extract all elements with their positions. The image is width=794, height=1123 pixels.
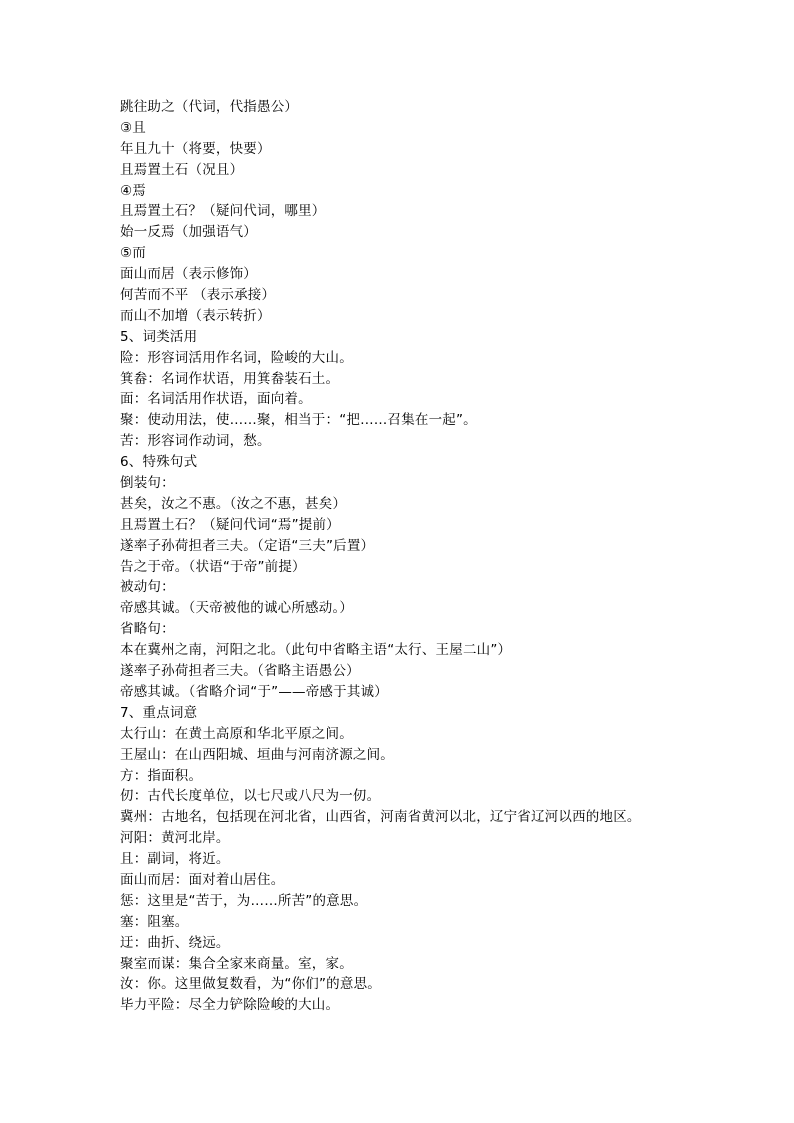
- text-line: 帝感其诚。（天帝被他的诚心所感动。）: [120, 600, 354, 617]
- text-line: 何苦而不平 （表示承接）: [120, 287, 276, 304]
- text-line: 面山而居（表示修饰）: [120, 266, 257, 283]
- text-line: 聚室而谋：集合全家来商量。室，家。: [120, 955, 353, 972]
- text-line: 王屋山：在山西阳城、垣曲与河南济源之间。: [120, 746, 394, 763]
- text-line: 方：指面积。: [120, 767, 203, 784]
- text-line: 冀州：古地名，包括现在河北省，山西省，河南省黄河以北，辽宁省辽河以西的地区。: [120, 809, 641, 826]
- text-line: 面：名词活用作状语，面向着。: [120, 391, 312, 408]
- section-heading: 6、特殊句式: [120, 454, 198, 471]
- text-line: ⑤而: [120, 245, 147, 262]
- text-line: 且：副词，将近。: [120, 851, 230, 868]
- text-line: 始一反焉（加强语气）: [120, 224, 257, 241]
- text-line: 甚矣，汝之不惠。（汝之不惠，甚矣）: [120, 495, 347, 512]
- text-line: 险：形容词活用作名词，险峻的大山。: [120, 349, 353, 366]
- text-line: 面山而居：面对着山居住。: [120, 871, 285, 888]
- text-line: 仞：古代长度单位，以七尺或八尺为一仞。: [120, 788, 381, 805]
- text-line: 遂率子孙荷担者三夫。（定语“三夫”后置）: [120, 537, 375, 554]
- text-line: 迂：曲折、绕远。: [120, 934, 230, 951]
- text-line: 而山不加增（表示转折）: [120, 307, 271, 324]
- text-line: 塞：阻塞。: [120, 913, 189, 930]
- text-line: 且焉置土石？（疑问代词，哪里）: [120, 203, 326, 220]
- text-line: 惩：这里是“苦于，为……所苦”的意思。: [120, 892, 368, 909]
- text-line: 跳往助之（代词，代指愚公）: [120, 99, 299, 115]
- text-line: ④焉: [120, 182, 147, 199]
- text-line: 被动句：: [120, 579, 175, 596]
- text-line: 本在冀州之南，河阳之北。（此句中省略主语“太行、王屋二山”）: [120, 642, 512, 659]
- text-line: 太行山：在黄土高原和华北平原之间。: [120, 725, 353, 742]
- text-line: ③且: [120, 119, 147, 136]
- text-line: 且焉置土石？（疑问代词“焉”提前）: [120, 516, 340, 533]
- text-line: 汝：你。这里做复数看，为“你们”的意思。: [120, 976, 381, 993]
- text-line: 箕畚：名词作状语，用箕畚装石土。: [120, 370, 340, 387]
- section-heading: 7、重点词意: [120, 704, 198, 721]
- section-heading: 5、词类活用: [120, 328, 198, 345]
- text-line: 苦：形容词作动词，愁。: [120, 433, 271, 450]
- text-line: 告之于帝。（状语“于帝”前提）: [120, 558, 306, 575]
- text-line: 且焉置土石（况且）: [120, 161, 244, 178]
- text-line: 遂率子孙荷担者三夫。（省略主语愚公）: [120, 663, 360, 680]
- text-line: 聚：使动用法，使……聚，相当于：“把……召集在一起”。: [120, 412, 477, 429]
- text-line: 河阳：黄河北岸。: [120, 830, 230, 847]
- text-line: 帝感其诚。（省略介词“于”——帝感于其诚）: [120, 683, 388, 700]
- text-line: 倒装句：: [120, 475, 175, 492]
- text-line: 年且九十（将要，快要）: [120, 140, 271, 157]
- text-line: 省略句：: [120, 621, 175, 638]
- document-body: [120, 97, 760, 1016]
- text-line: 毕力平险：尽全力铲除险峻的大山。: [120, 997, 340, 1014]
